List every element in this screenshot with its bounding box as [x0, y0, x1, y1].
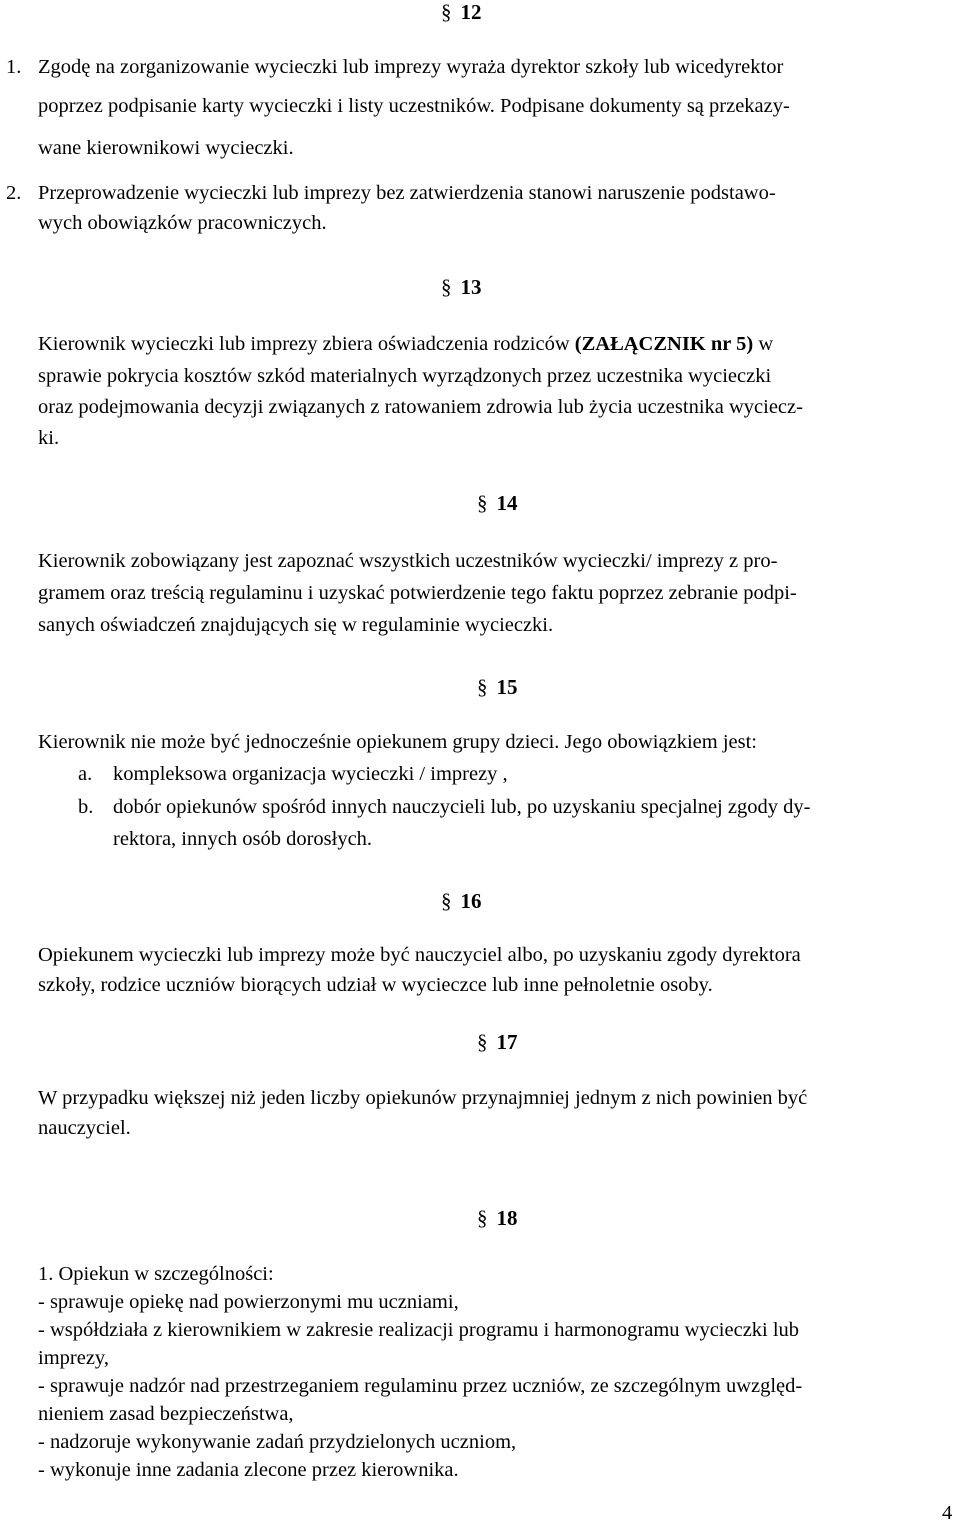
- text-line: - nadzoruje wykonywanie zadań przydzielonych uczniom,: [38, 1431, 517, 1453]
- section-mark: §: [441, 0, 452, 24]
- list-item: kompleksowa organizacja wycieczki / imprezy ,: [113, 763, 508, 785]
- section-number: 16: [460, 889, 482, 913]
- text-line: [38, 333, 773, 356]
- text-line: Kierownik nie może być jednocześnie opiekunem grupy dzieci. Jego obowiązkiem jest:: [38, 731, 757, 753]
- section-number: 14: [496, 491, 518, 515]
- text-line: 1. Opiekun w szczególności:: [38, 1263, 274, 1285]
- section-18-heading: [477, 1206, 518, 1231]
- section-number: 18: [496, 1206, 518, 1230]
- text-segment: Kierownik wycieczki lub imprezy zbiera oświadczenia rodziców: [38, 333, 575, 355]
- text-line: gramem oraz treścią regulaminu i uzyskać potwierdzenie tego faktu poprzez zebranie podpi-: [38, 582, 797, 604]
- item-number: 2.: [6, 182, 22, 204]
- text-line: - wykonuje inne zadania zlecone przez kierownika.: [38, 1459, 459, 1481]
- text-line: wych obowiązków pracowniczych.: [38, 212, 327, 234]
- section-number: 13: [460, 275, 482, 299]
- text-line: sprawie pokrycia kosztów szkód materialnych wyrządzonych przez uczestnika wycieczki: [38, 365, 772, 387]
- text-line: sanych oświadczeń znajdujących się w regulaminie wycieczki.: [38, 614, 554, 636]
- text-line: - współdziała z kierownikiem w zakresie realizacji programu i harmonogramu wycieczki lub: [38, 1319, 800, 1341]
- section-number: 17: [496, 1030, 518, 1054]
- text-line: poprzez podpisanie karty wycieczki i listy uczestników. Podpisane dokumenty są przekazy-: [38, 95, 790, 117]
- text-line: wane kierownikowi wycieczki.: [38, 137, 294, 159]
- text-line: Przeprowadzenie wycieczki lub imprezy bez zatwierdzenia stanowi naruszenie podstawo-: [38, 182, 776, 204]
- section-13-heading: [441, 275, 482, 300]
- section-14-heading: [477, 491, 518, 516]
- section-mark: §: [441, 889, 452, 913]
- text-line: Zgodę na zorganizowanie wycieczki lub imprezy wyraża dyrektor szkoły lub wicedyrektor: [38, 56, 784, 78]
- section-12-heading: [441, 0, 482, 25]
- text-line: Kierownik zobowiązany jest zapoznać wszystkich uczestników wycieczki/ imprezy z pro-: [38, 550, 778, 572]
- section-15-heading: [477, 675, 518, 700]
- section-mark: §: [477, 1030, 488, 1054]
- text-line: W przypadku większej niż jeden liczby opiekunów przynajmniej jednym z nich powinien być: [38, 1087, 808, 1109]
- list-letter: a.: [78, 763, 93, 785]
- page-number: 4: [942, 1502, 953, 1524]
- section-16-heading: [441, 889, 482, 914]
- text-line: imprezy,: [38, 1347, 109, 1369]
- text-line: - sprawuje nadzór nad przestrzeganiem regulaminu przez uczniów, ze szczególnym uwzględ-: [38, 1375, 803, 1397]
- text-line: - sprawuje opiekę nad powierzonymi mu uczniami,: [38, 1291, 459, 1313]
- text-line: oraz podejmowania decyzji związanych z ratowaniem zdrowia lub życia uczestnika wyciecz-: [38, 396, 803, 418]
- section-mark: §: [477, 1206, 488, 1230]
- text-line: ki.: [38, 427, 60, 449]
- list-item: rektora, innych osób dorosłych.: [113, 828, 373, 850]
- section-mark: §: [477, 675, 488, 699]
- attachment-reference: (ZAŁĄCZNIK nr 5): [574, 333, 754, 355]
- list-letter: b.: [78, 796, 94, 818]
- text-line: szkoły, rodzice uczniów biorących udział w wycieczce lub inne pełnoletnie osoby.: [38, 974, 713, 996]
- text-segment: w: [753, 333, 774, 355]
- list-item: dobór opiekunów spośród innych nauczycieli lub, po uzyskaniu specjalnej zgody dy-: [113, 796, 811, 818]
- item-number: 1.: [6, 56, 22, 78]
- section-mark: §: [477, 491, 488, 515]
- text-line: Opiekunem wycieczki lub imprezy może być nauczyciel albo, po uzyskaniu zgody dyrektora: [38, 944, 801, 966]
- text-line: nauczyciel.: [38, 1117, 131, 1139]
- section-number: 15: [496, 675, 518, 699]
- section-mark: §: [441, 275, 452, 299]
- text-line: nieniem zasad bezpieczeństwa,: [38, 1403, 294, 1425]
- section-17-heading: [477, 1030, 518, 1055]
- section-number: 12: [460, 0, 482, 24]
